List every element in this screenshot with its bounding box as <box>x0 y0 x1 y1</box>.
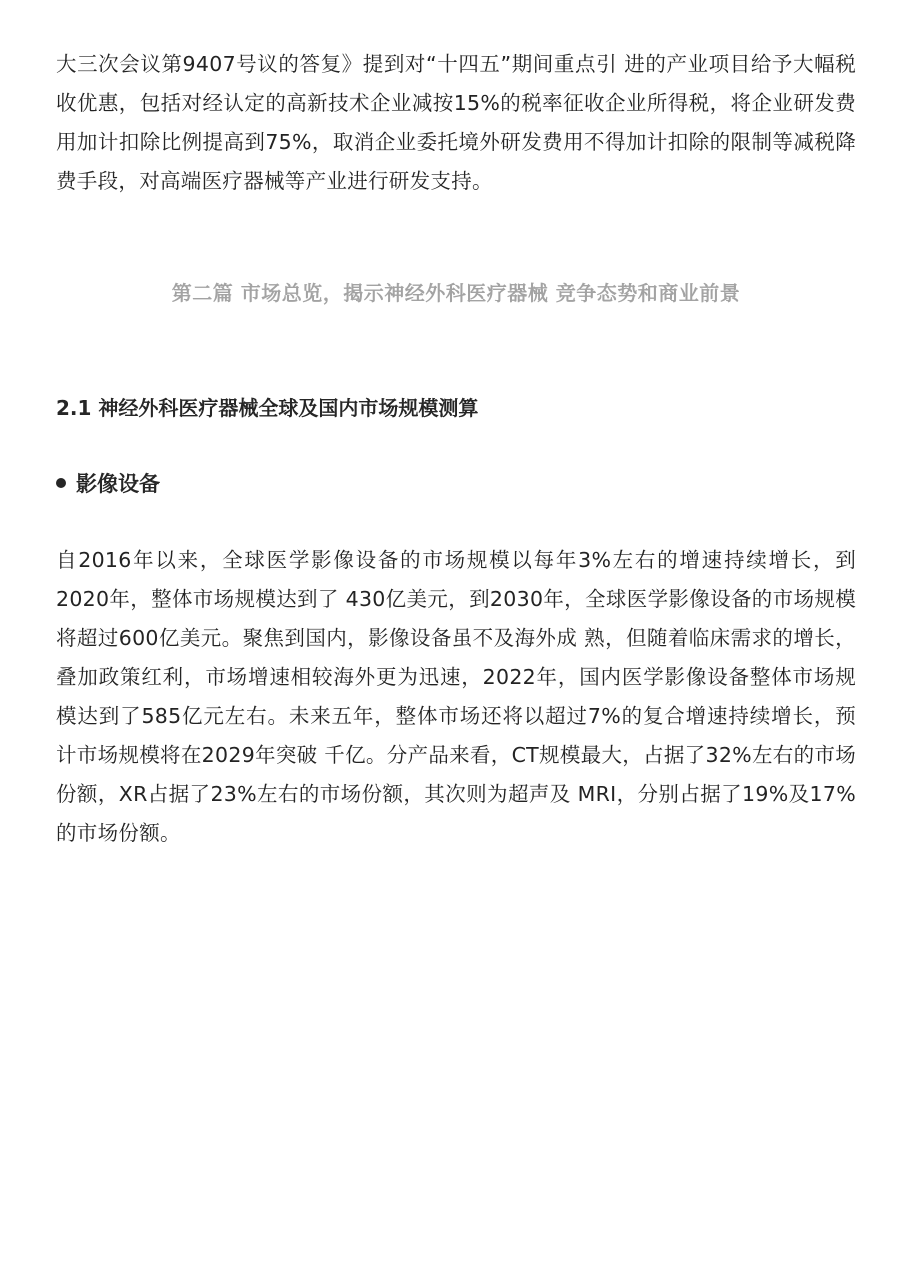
intro-paragraph: 大三次会议第9407号议的答复》提到对“十四五”期间重点引 进的产业项目给予大幅税收优惠，包括对经认定的高新技术企业减按15%的税率征收企业所得税，将企业研发费用加计扣除比例提高到75%，取消企业委托境外研发费用不得加计扣除的限制等减税降费手段，对高端医疗器械等产业进行研发支持。 <box>56 52 856 193</box>
bullet-heading-text: 影像设备 <box>76 472 160 496</box>
bullet-dot-icon <box>56 478 66 488</box>
section-heading: 2.1 神经外科医疗器械全球及国内市场规模测算 <box>56 396 479 420</box>
bullet-heading <box>56 468 160 498</box>
part-heading: 第二篇 市场总览，揭示神经外科医疗器械 竞争态势和商业前景 <box>171 281 741 305</box>
main-paragraph: 自2016年以来，全球医学影像设备的市场规模以每年3%左右的增速持续增长，到2020年，整体市场规模达到了 430亿美元，到2030年，全球医学影像设备的市场规模将超过600亿美元。聚焦到国内，影像设备虽不及海外成 熟，但随着临床需求的增长，叠加政策红利，市场增速相较海外更为迅速，2022年，国内医学影像设备整体市场规 模达到了585亿元左右。未来五年，整体市场还将以超过7%的复合增速持续增长，预计市场规模将在2029年突破 千亿。分产品来看，CT规模最大，占据了32%左右的市场份额，XR占据了23%左右的市场份额，其次则为超声及 MRI，分别占据了19%及17%的市场份额。 <box>56 548 856 845</box>
